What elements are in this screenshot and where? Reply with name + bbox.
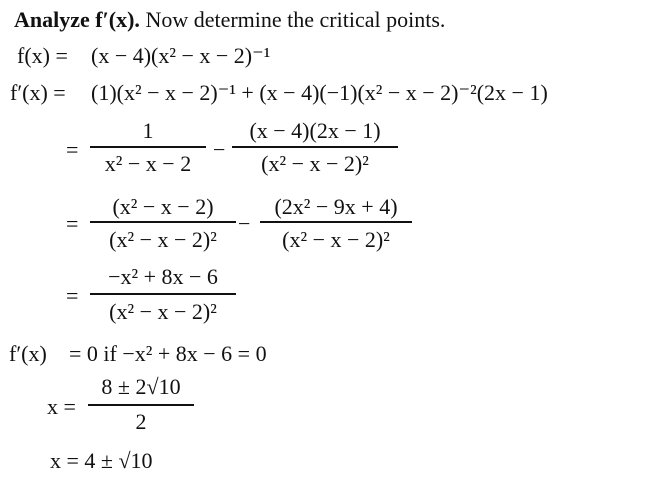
fraction-numerator: 1 (142, 118, 154, 143)
fraction-bar (260, 221, 412, 223)
line-critical-expr: = 0 if −x² + 8x − 6 = 0 (69, 341, 267, 366)
fraction-denominator: (x² − x − 2)² (282, 227, 390, 252)
line-critical-label: f′(x) (9, 341, 47, 366)
fraction-numerator: −x² + 8x − 6 (108, 264, 218, 289)
line-f-label: f(x) = (17, 43, 68, 68)
fraction-denominator: (x² − x − 2)² (261, 151, 369, 176)
fraction-bar (88, 404, 194, 406)
fraction-bar (232, 146, 398, 148)
fraction-bar (90, 221, 236, 223)
equals-sign: = (66, 211, 79, 236)
minus-sign: − (238, 211, 251, 236)
heading-rest: Now determine the critical points. (139, 7, 446, 32)
fraction-numerator: (x − 4)(2x − 1) (249, 118, 381, 143)
fraction-numerator: (x² − x − 2) (112, 194, 214, 219)
fraction-denominator: (x² − x − 2)² (109, 299, 217, 324)
line-fprime-label: f′(x) = (10, 80, 66, 105)
fraction-denominator: 2 (135, 409, 147, 434)
fraction-denominator: x² − x − 2 (104, 151, 192, 176)
heading (14, 9, 445, 31)
equals-sign: = (66, 283, 79, 308)
fraction-bar (90, 146, 206, 148)
fraction-numerator: 8 ± 2√10 (101, 374, 181, 399)
line-f-expr: (x − 4)(x² − x − 2)⁻¹ (91, 43, 271, 68)
equals-sign: = (66, 137, 79, 162)
fraction-numerator: (2x² − 9x + 4) (274, 194, 398, 219)
heading-bold: Analyze f′(x). (14, 7, 140, 32)
line-x-label: x = (47, 394, 76, 419)
line-x-result: x = 4 ± √10 (50, 448, 153, 473)
line-fprime-expr: (1)(x² − x − 2)⁻¹ + (x − 4)(−1)(x² − x − 2)⁻²(2x − 1) (91, 80, 548, 105)
fraction-bar (90, 293, 236, 295)
minus-sign: − (213, 137, 226, 162)
fraction-denominator: (x² − x − 2)² (109, 227, 217, 252)
